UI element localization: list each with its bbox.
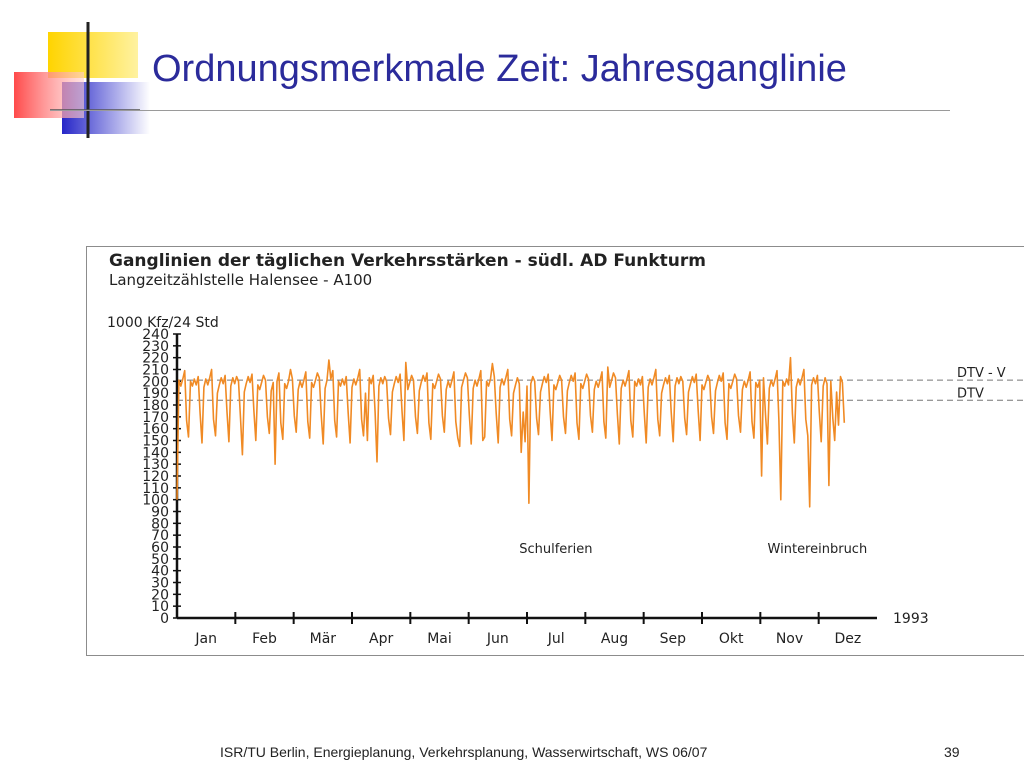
y-tick-label-80: 80 (151, 516, 169, 533)
reference-line-label-1: DTV (957, 386, 984, 402)
month-label-Feb: Feb (252, 631, 277, 647)
reference-line-label-0: DTV - V (957, 366, 1006, 382)
y-tick-label-180: 180 (142, 398, 169, 414)
y-tick-label-220: 220 (142, 350, 169, 367)
y-tick-label-0: 0 (160, 611, 169, 627)
month-label-Jul: Jul (547, 631, 565, 647)
y-tick-label-40: 40 (151, 563, 169, 580)
month-label-Jan: Jan (195, 631, 217, 647)
y-tick-label-90: 90 (151, 504, 169, 521)
y-tick-label-120: 120 (142, 469, 169, 485)
month-label-Aug: Aug (600, 631, 629, 647)
month-label-Apr: Apr (369, 631, 394, 647)
annotation-0: Schulferien (519, 541, 593, 557)
chart-subtitle: Langzeitzählstelle Halensee - A100 (109, 271, 373, 289)
y-tick-label-60: 60 (151, 540, 169, 556)
y-tick-label-190: 190 (142, 386, 169, 403)
y-tick-label-70: 70 (151, 528, 169, 545)
y-tick-label-170: 170 (142, 409, 169, 426)
month-label-Okt: Okt (718, 631, 744, 647)
chart-title: Ganglinien der täglichen Verkehrsstärken - südl. AD Funkturm (109, 251, 706, 271)
y-tick-label-10: 10 (151, 599, 169, 616)
month-label-Nov: Nov (775, 631, 804, 647)
y-tick-label-20: 20 (151, 587, 169, 604)
year-label: 1993 (893, 611, 929, 627)
title-divider (50, 110, 950, 111)
y-tick-label-150: 150 (142, 433, 169, 450)
y-tick-label-240: 240 (142, 327, 169, 343)
logo-yellow-square (48, 32, 138, 78)
y-tick-label-110: 110 (142, 480, 169, 497)
page-number: 39 (944, 744, 960, 760)
month-label-Sep: Sep (659, 631, 687, 647)
y-tick-label-130: 130 (142, 457, 169, 474)
y-tick-label-50: 50 (151, 551, 169, 568)
chart-panel (86, 246, 1024, 656)
y-axis-label: 1000 Kfz/24 Std (107, 315, 219, 331)
month-label-Jun: Jun (486, 631, 509, 647)
reference-lines (177, 366, 1024, 401)
footer-text: ISR/TU Berlin, Energieplanung, Verkehrsplanung, Wasserwirtschaft, WS 06/07 (220, 744, 708, 760)
y-tick-label-160: 160 (142, 421, 169, 438)
logo-red-square (14, 72, 84, 118)
slide-logo (0, 0, 150, 140)
month-label-Mai: Mai (427, 631, 452, 647)
y-tick-label-200: 200 (142, 374, 169, 391)
traffic-chart (87, 247, 1024, 655)
y-tick-label-210: 210 (142, 362, 169, 379)
month-label-Dez: Dez (834, 631, 862, 647)
annotation-1: Wintereinbruch (767, 541, 868, 557)
month-label-Mär: Mär (309, 631, 337, 647)
slide-title: Ordnungsmerkmale Zeit: Jahresganglinie (152, 48, 847, 90)
y-tick-label-230: 230 (142, 338, 169, 355)
y-tick-label-100: 100 (142, 492, 169, 509)
y-tick-label-140: 140 (142, 445, 169, 462)
annotations (519, 542, 867, 557)
y-tick-label-30: 30 (151, 575, 169, 592)
